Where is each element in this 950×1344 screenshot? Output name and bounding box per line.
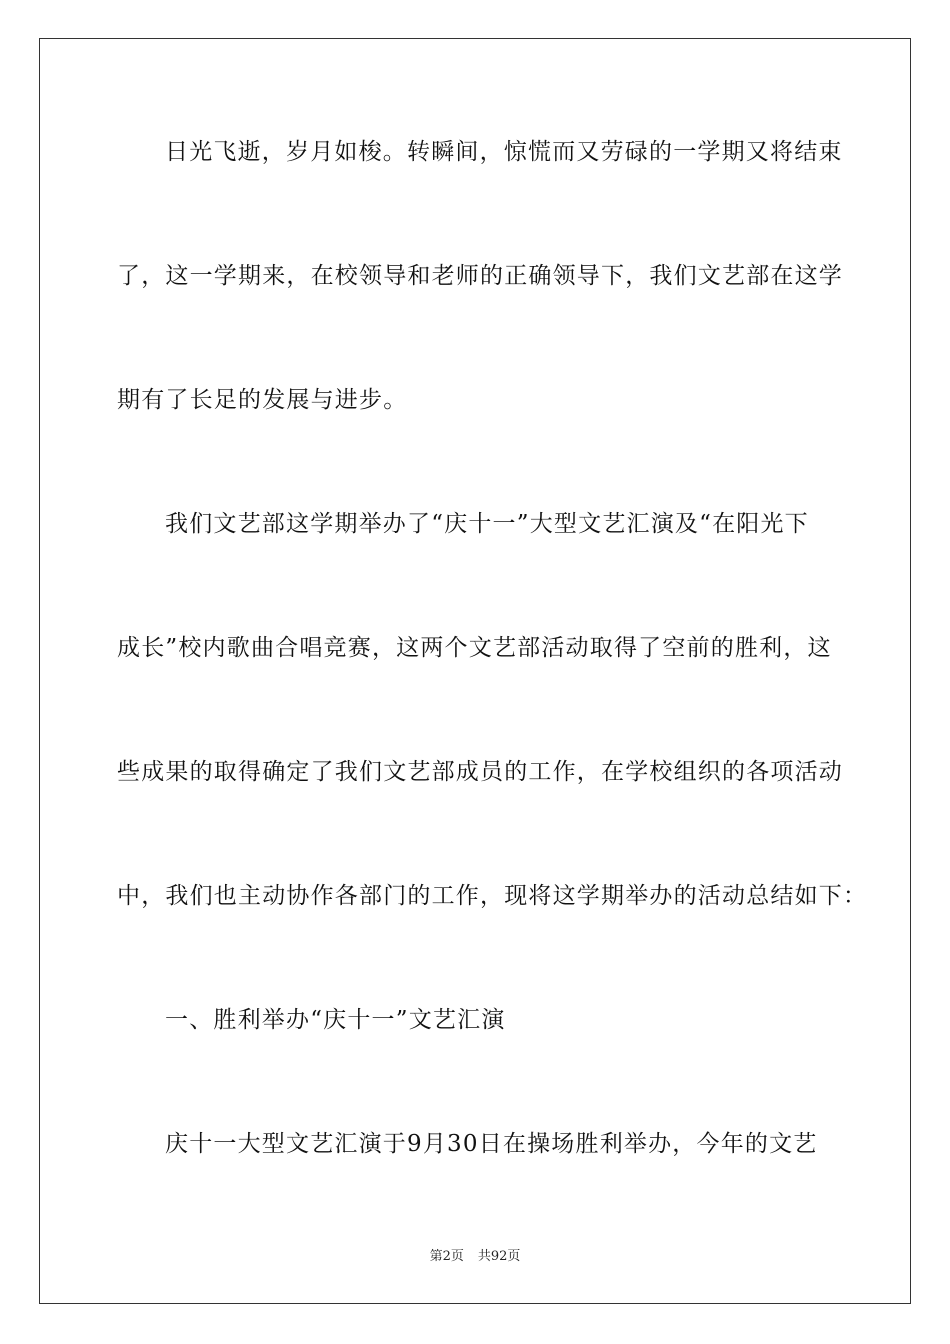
page-number: 第2页 xyxy=(429,1249,464,1264)
paragraph-line-6: 些成果的取得确定了我们文艺部成员的工作，在学校组织的各项活动 xyxy=(117,759,843,785)
paragraph-line-7: 中，我们也主动协作各部门的工作，现将这学期举办的活动总结如下： xyxy=(117,883,868,909)
paragraph-line-9: 庆十一大型文艺汇演于9月30日在操场胜利举办，今年的文艺 xyxy=(165,1131,818,1157)
paragraph-line-4: 我们文艺部这学期举办了“庆十一”大型文艺汇演及“在阳光下 xyxy=(165,511,809,537)
paragraph-line-5: 成长”校内歌曲合唱竞赛，这两个文艺部活动取得了空前的胜利，这 xyxy=(117,635,832,661)
paragraph-line-2: 了，这一学期来，在校领导和老师的正确领导下，我们文艺部在这学 xyxy=(117,263,843,289)
section-heading: 一、胜利举办“庆十一”文艺汇演 xyxy=(165,1007,506,1033)
page-footer xyxy=(0,1248,950,1266)
paragraph-line-3: 期有了长足的发展与进步。 xyxy=(117,387,408,413)
total-pages: 共92页 xyxy=(477,1249,521,1264)
page-border xyxy=(39,38,911,1304)
paragraph-line-1: 日光飞逝，岁月如梭。转瞬间，惊慌而又劳碌的一学期又将结束 xyxy=(165,139,843,165)
